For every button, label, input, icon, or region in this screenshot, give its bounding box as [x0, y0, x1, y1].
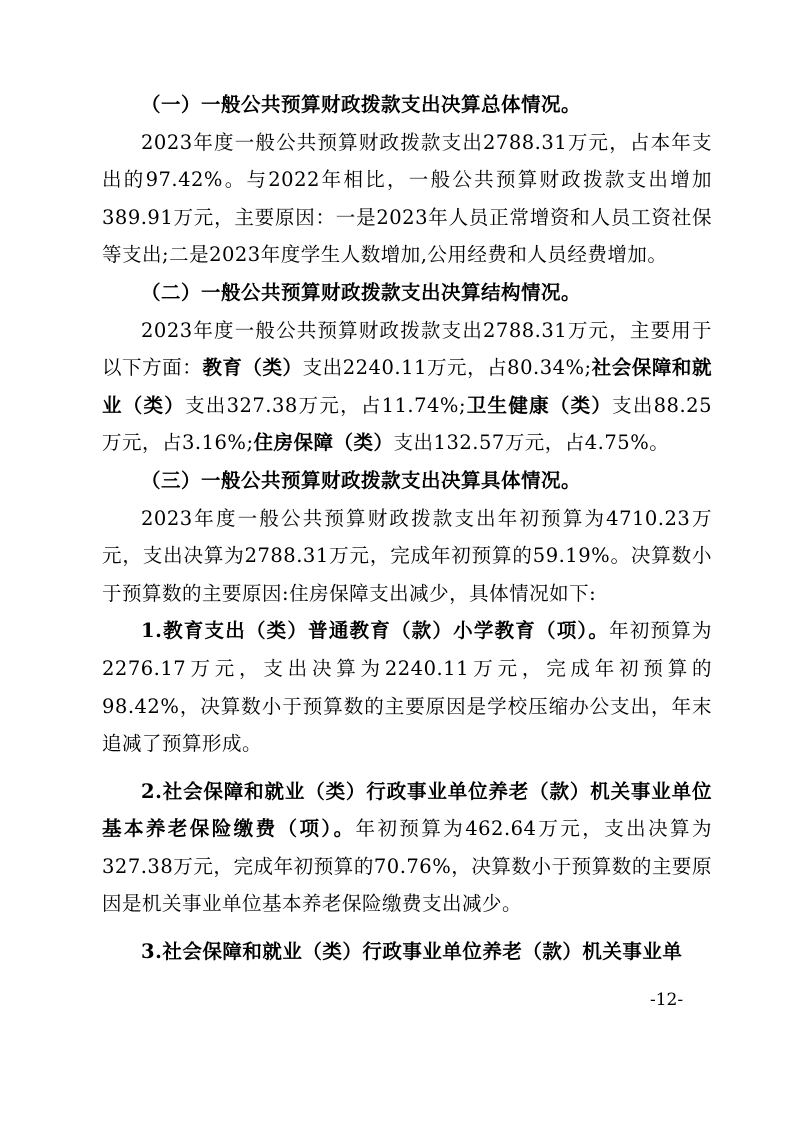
- page-number: -12-: [650, 990, 684, 1010]
- health-category-text: 支出88.25万元，占3.16%;: [102, 393, 712, 455]
- section3-item3: [102, 933, 712, 971]
- social-security-category-text: 支出327.38万元，占11.74%;: [185, 393, 467, 417]
- section3-heading: （三）一般公共预算财政拨款支出决算具体情况。: [141, 468, 582, 492]
- section3-item2: [102, 773, 712, 923]
- section1-heading: （一）一般公共预算财政拨款支出决算总体情况。: [141, 93, 582, 116]
- education-category-text: 支出2240.11万元，占80.34%;: [302, 356, 592, 380]
- section3-body: 2023年度一般公共预算财政拨款支出年初预算为4710.23万元，支出决算为2788.31万元，完成年初预算的59.19%。决算数小于预算数的主要原因:住房保障支出减少，具体情况如下:: [102, 506, 712, 605]
- education-category-label: 教育（类）: [202, 356, 303, 380]
- housing-category-label: 住房保障（类）: [253, 431, 394, 455]
- section2-body: [102, 312, 712, 462]
- section2-heading: （二）一般公共预算财政拨款支出决算结构情况。: [141, 280, 582, 304]
- section3-item1-label: 1.教育支出（类）普通教育（款）小学教育（项）。: [141, 619, 610, 643]
- section3-item1: [102, 612, 712, 762]
- document-page: [102, 86, 712, 971]
- section3-item2-text: 年初预算为462.64万元，支出决算为327.38万元，完成年初预算的70.76%，决算数小于预算数的主要原因是机关事业单位基本养老保险缴费支出减少。: [102, 817, 712, 916]
- health-category-label: 卫生健康（类）: [466, 393, 613, 417]
- section3-item2-label: 2.社会保障和就业（类）行政事业单位养老（款）机关事业单位基本养老保险缴费（项）。: [102, 779, 712, 841]
- section1-body: 2023年度一般公共预算财政拨款支出2788.31万元，占本年支出的97.42%。与2022年相比，一般公共预算财政拨款支出增加389.91万元，主要原因：一是2023年人员正常增资和人员工资社保等支出;二是2023年度学生人数增加,公用经费和人员经费增加。: [102, 130, 712, 267]
- section2-intro: 2023年度一般公共预算财政拨款支出2788.31万元，主要用于以下方面：: [102, 318, 712, 380]
- section3-item1-text: 年初预算为2276.17万元，支出决算为2240.11万元，完成年初预算的98.42%，决算数小于预算数的主要原因是学校压缩办公支出，年末追减了预算形成。: [102, 619, 712, 756]
- social-security-category-label: 社会保障和就业（类）: [102, 356, 712, 417]
- housing-category-text: 支出132.57万元，占4.75%。: [393, 431, 670, 455]
- section3-item3-label: 3.社会保障和就业（类）行政事业单位养老（款）机关事业单: [141, 940, 683, 964]
